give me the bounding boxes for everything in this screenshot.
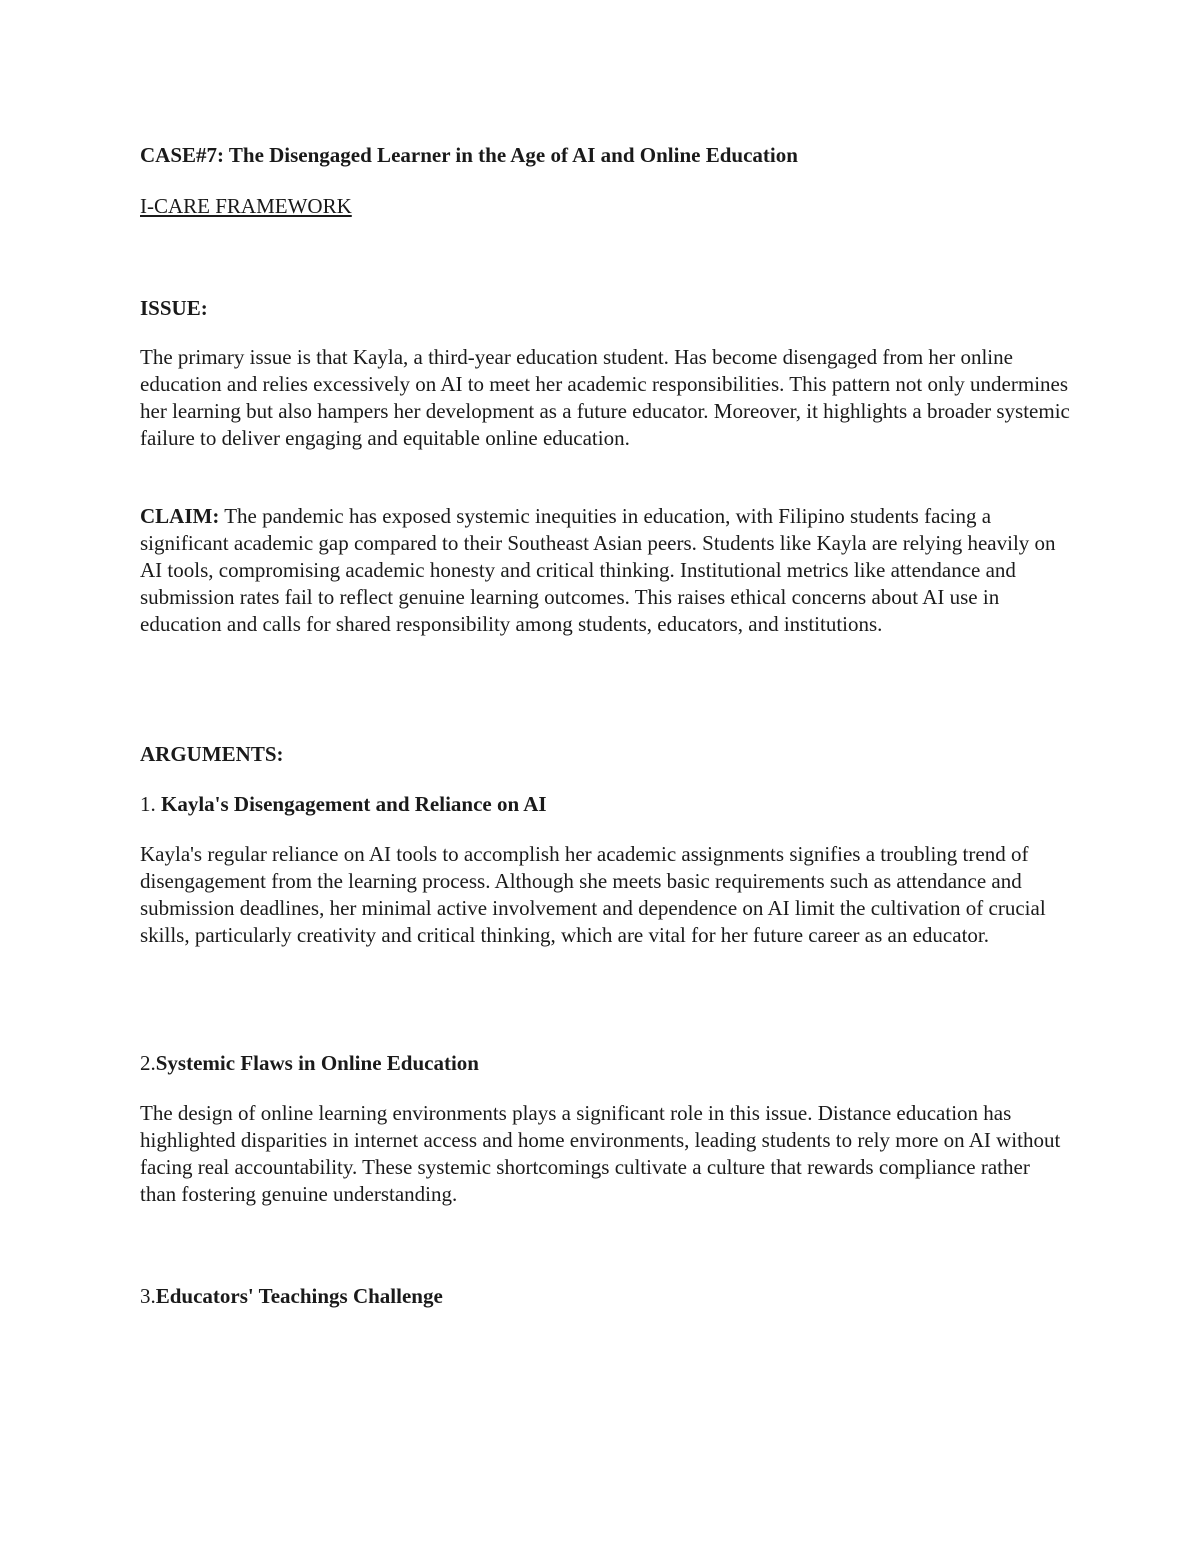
argument-3-heading: [140, 1283, 1070, 1310]
claim-paragraph: [140, 503, 1070, 638]
argument-3-number: 3.: [140, 1284, 156, 1308]
argument-2-number: 2.: [140, 1051, 156, 1075]
argument-2-heading: [140, 1050, 1070, 1077]
argument-2-paragraph: The design of online learning environments plays a significant role in this issue. Distance education has highlighted disparities in internet access and home environments, leading students to rely more on AI without facing real accountability. These systemic shortcomings cultivate a culture that rewards compliance rather than fostering genuine understanding.: [140, 1101, 1061, 1206]
document-title: CASE#7: The Disengaged Learner in the Age of AI and Online Education: [140, 143, 798, 167]
issue-paragraph: The primary issue is that Kayla, a third-year education student. Has become disengaged from her online education and relies excessively on AI to meet her academic responsibilities. This pattern not only undermines her learning but also hampers her development as a future educator. Moreover, it highlights a broader systemic failure to deliver engaging and equitable online education.: [140, 345, 1070, 450]
claim-text: The pandemic has exposed systemic inequities in education, with Filipino students facing a significant academic gap compared to their Southeast Asian peers. Students like Kayla are relying heavily on AI tools, compromising academic honesty and critical thinking. Institutional metrics like attendance and submission rates fail to reflect genuine learning outcomes. This raises ethical concerns about AI use in education and calls for shared responsibility among students, educators, and institutions.: [140, 504, 1056, 636]
argument-1-heading: [140, 791, 1070, 818]
argument-1-number: 1.: [140, 792, 161, 816]
arguments-heading: ARGUMENTS:: [140, 742, 284, 766]
claim-label: CLAIM:: [140, 504, 220, 528]
framework-heading: I-CARE FRAMEWORK: [140, 194, 352, 218]
argument-1-paragraph: Kayla's regular reliance on AI tools to accomplish her academic assignments signifies a troubling trend of disengagement from the learning process. Although she meets basic requirements such as attendance and submission deadlines, her minimal active involvement and dependence on AI limit the cultivation of crucial skills, particularly creativity and critical thinking, which are vital for her future career as an educator.: [140, 842, 1046, 947]
argument-3-title: Educators' Teachings Challenge: [155, 1284, 443, 1308]
issue-heading: ISSUE:: [140, 296, 208, 320]
argument-2-title: Systemic Flaws in Online Education: [155, 1051, 479, 1075]
argument-1-title: Kayla's Disengagement and Reliance on AI: [161, 792, 547, 816]
